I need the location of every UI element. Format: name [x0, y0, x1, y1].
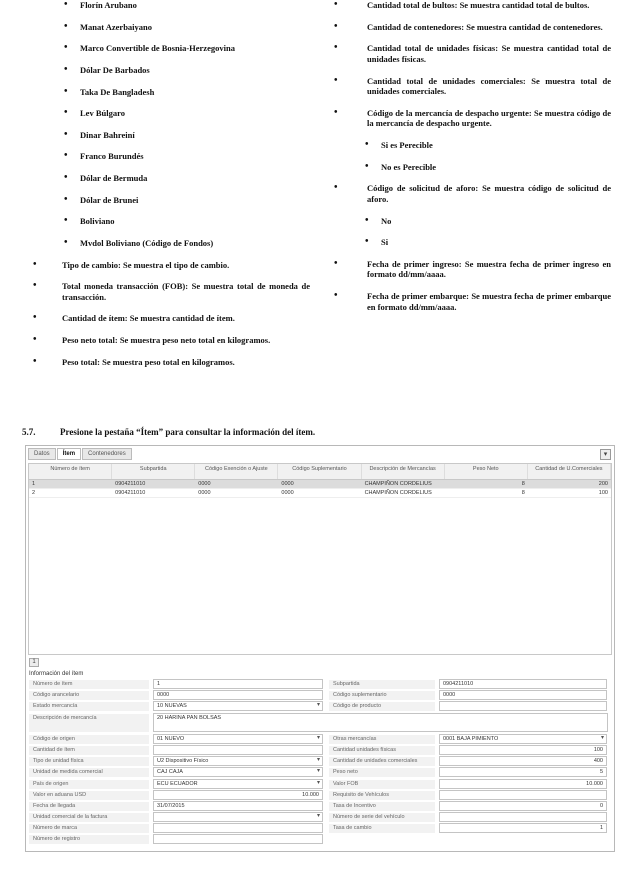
- field-value: 01 NUEVO: [157, 735, 185, 742]
- field-label: Fecha de llegada: [29, 802, 149, 811]
- field-label: Código arancelario: [29, 691, 149, 700]
- right-bullet-mid: [331, 183, 611, 204]
- field-input[interactable]: [153, 767, 323, 777]
- section-text: Presione la pestaña “Ítem” para consultar la información del ítem.: [60, 427, 316, 437]
- list-item: • Cantidad de ítem: Se muestra cantidad de ítem.: [30, 313, 310, 324]
- list-item: • Peso total: Se muestra peso total en kilogramos.: [30, 357, 310, 368]
- field-value: 31/07/2015: [157, 802, 185, 809]
- field-input[interactable]: [153, 834, 323, 844]
- field-label: Número de registro: [29, 835, 149, 844]
- field-input[interactable]: [439, 679, 607, 689]
- field-value: 0904211010: [443, 681, 474, 687]
- field-value: 0001 BAJA PIMIENTO: [443, 735, 499, 742]
- field-input[interactable]: [439, 801, 607, 811]
- list-item: • Dólar de Brunei: [30, 195, 310, 206]
- field-input[interactable]: [153, 779, 323, 789]
- column-header[interactable]: Código Exención o Ajuste: [195, 464, 278, 479]
- item-detail-form: [29, 679, 611, 846]
- field-label: Estado mercancía: [29, 702, 149, 711]
- form-row: [29, 701, 611, 711]
- field-input[interactable]: [153, 679, 323, 689]
- perishable-options: [331, 140, 611, 172]
- right-column: [331, 0, 611, 323]
- expand-icon[interactable]: ▾: [600, 449, 611, 460]
- list-item: • No: [331, 216, 611, 227]
- form-row: [29, 801, 611, 811]
- field-value: 0000: [157, 692, 170, 699]
- field-value: 0000: [443, 692, 456, 699]
- field-label: Tasa de cambio: [329, 824, 435, 833]
- field-input[interactable]: [153, 690, 323, 700]
- list-item: • Peso neto total: Se muestra peso neto total en kilogramos.: [30, 335, 310, 346]
- tab-datos[interactable]: Datos: [28, 448, 56, 460]
- field-value: 10.000: [586, 780, 603, 787]
- field-label: Cantidad de unidades comerciales: [329, 757, 435, 766]
- chevron-down-icon[interactable]: ▾: [316, 757, 320, 764]
- section-number: 5.7.: [22, 427, 36, 437]
- form-row: [29, 690, 611, 700]
- list-item: • Marco Convertible de Bosnia-Herzegovina: [30, 43, 310, 54]
- list-item: • Lev Búlgaro: [30, 108, 310, 119]
- chevron-down-icon[interactable]: ▾: [600, 734, 604, 741]
- list-item: • Taka De Bangladesh: [30, 87, 310, 98]
- table-cell: CHAMPIÑON CORDELIUS: [364, 481, 432, 487]
- list-item: • Boliviano: [30, 216, 310, 227]
- table-row[interactable]: [29, 489, 611, 498]
- field-label: Número de marca: [29, 824, 149, 833]
- table-cell: 0904211010: [115, 490, 146, 496]
- left-column: [30, 0, 310, 378]
- table-cell: 100: [598, 490, 608, 496]
- table-cell: 2: [32, 490, 36, 496]
- field-value: CAJ CAJA: [157, 769, 183, 776]
- list-item: • Tipo de cambio: Se muestra el tipo de cambio.: [30, 260, 310, 271]
- list-item: • Cantidad total de unidades comerciales: Se muestra total de unidades comerciales.: [331, 76, 611, 97]
- list-item: • Dólar De Barbados: [30, 65, 310, 76]
- field-input[interactable]: [439, 790, 607, 800]
- list-item: • Si: [331, 237, 611, 248]
- field-label: Subpartida: [329, 680, 435, 689]
- chevron-down-icon[interactable]: ▾: [316, 702, 320, 709]
- field-input[interactable]: [153, 734, 323, 744]
- list-item: • Mvdol Boliviano (Código de Fondos): [30, 238, 310, 249]
- tab-contenedores[interactable]: Contenedores: [82, 448, 132, 460]
- field-value: 0: [599, 802, 603, 809]
- field-input[interactable]: [439, 701, 607, 711]
- chevron-down-icon[interactable]: ▾: [316, 813, 320, 820]
- list-item: • Cantidad de contenedores: Se muestra cantidad de contenedores.: [331, 22, 611, 33]
- left-bullet-list: [30, 260, 310, 368]
- table-cell: 0000: [281, 481, 294, 487]
- column-header[interactable]: Descripción de Mercancías: [362, 464, 445, 479]
- field-input[interactable]: [153, 756, 323, 766]
- list-item: • Florín Arubano: [30, 0, 310, 11]
- list-item: • Total moneda transacción (FOB): Se muestra total de moneda de transacción.: [30, 281, 310, 302]
- field-label: Unidad de medida comercial: [29, 768, 149, 777]
- field-input[interactable]: [439, 690, 607, 700]
- field-value: 10.000: [302, 791, 319, 798]
- field-value: 100: [593, 746, 603, 753]
- field-label: Código suplementario: [329, 691, 435, 700]
- table-row[interactable]: [29, 480, 611, 489]
- field-label: Cantidad unidades físicas: [329, 746, 435, 755]
- list-item: • Si es Perecible: [331, 140, 611, 151]
- table-cell: 0904211010: [115, 481, 146, 487]
- field-input[interactable]: [153, 790, 323, 800]
- list-item: • Fecha de primer embarque: Se muestra fecha de primer embarque en formato dd/mm/aaaa.: [331, 291, 611, 312]
- list-item: • Dólar de Bermuda: [30, 173, 310, 184]
- form-row: [29, 779, 611, 789]
- column-header[interactable]: Peso Neto: [445, 464, 528, 479]
- field-value: 1: [599, 825, 603, 832]
- field-input[interactable]: [439, 779, 607, 789]
- field-input[interactable]: [439, 812, 607, 822]
- field-label: Descripción de mercancía: [29, 714, 149, 732]
- table-cell: 0000: [198, 490, 211, 496]
- column-header[interactable]: Cantidad de U.Comerciales: [528, 464, 611, 479]
- list-item: • Fecha de primer ingreso: Se muestra fecha de primer ingreso en formato dd/mm/aaaa.: [331, 259, 611, 280]
- list-item: • Cantidad total de bultos: Se muestra cantidad total de bultos.: [331, 0, 611, 11]
- field-input[interactable]: [153, 745, 323, 755]
- section-heading: [22, 427, 315, 438]
- field-label: Tasa de Incentivo: [329, 802, 435, 811]
- table-cell: 0000: [198, 481, 211, 487]
- field-label: Valor FOB: [329, 780, 435, 789]
- chevron-down-icon[interactable]: ▾: [316, 779, 320, 786]
- field-label: Tipo de unidad física: [29, 757, 149, 766]
- bullet-item: • Código de solicitud de aforo: Se muestra código de solicitud de aforo.: [331, 183, 611, 204]
- list-item: • Franco Burundés: [30, 151, 310, 162]
- field-label: Peso neto: [329, 768, 435, 777]
- field-value: 1: [157, 681, 161, 687]
- table-body: [29, 480, 611, 498]
- field-value: 10 NUEVAS: [157, 703, 187, 710]
- currency-list: [30, 0, 310, 249]
- field-label: Número de serie del vehículo: [329, 813, 435, 822]
- right-bullet-list-bottom: [331, 259, 611, 313]
- form-row: [29, 812, 611, 822]
- field-input[interactable]: [153, 812, 323, 822]
- table-header: [29, 464, 611, 480]
- form-row: [29, 767, 611, 777]
- form-row: [29, 745, 611, 755]
- table-cell: 1: [32, 481, 36, 487]
- field-input[interactable]: [153, 801, 323, 811]
- field-label: Código de producto: [329, 702, 435, 711]
- list-item: • Manat Azerbaiyano: [30, 22, 310, 33]
- field-input[interactable]: [439, 767, 607, 777]
- form-row: [29, 823, 611, 833]
- column-header[interactable]: Código Suplementario: [278, 464, 361, 479]
- field-input[interactable]: [439, 745, 607, 755]
- field-value: 20 HARINA PAN BOLSAS: [157, 714, 222, 721]
- field-value: U2 Dispositivo Físico: [157, 758, 209, 765]
- field-label: País de origen: [29, 780, 149, 789]
- field-label: Número de ítem: [29, 680, 149, 689]
- right-bullet-list-top: [331, 0, 611, 129]
- field-input[interactable]: [439, 756, 607, 766]
- list-item: • No es Perecible: [331, 162, 611, 173]
- field-input[interactable]: [439, 823, 607, 833]
- list-item: • Código de la mercancía de despacho urgente: Se muestra código de la mercancía de despacho urgente.: [331, 108, 611, 129]
- field-input[interactable]: [153, 713, 608, 732]
- pager-button[interactable]: 1: [29, 658, 39, 667]
- chevron-down-icon[interactable]: ▾: [316, 768, 320, 775]
- item-screenshot-panel: [25, 445, 615, 852]
- field-label: Unidad comercial de la factura: [29, 813, 149, 822]
- field-value: 400: [593, 758, 603, 765]
- form-row: [29, 734, 611, 744]
- field-value: ECU ECUADOR: [157, 780, 198, 787]
- table-cell: CHAMPIÑON CORDELIUS: [364, 490, 432, 496]
- tab-bar: [28, 448, 133, 460]
- form-row: [29, 679, 611, 689]
- chevron-down-icon[interactable]: ▾: [316, 734, 320, 741]
- form-title: Información del ítem: [29, 671, 84, 677]
- column-header[interactable]: Número de ítem: [29, 464, 112, 479]
- column-header[interactable]: Subpartida: [112, 464, 195, 479]
- field-label: Otras mercancías: [329, 735, 435, 744]
- list-item: • Dinar Bahreiní: [30, 130, 310, 141]
- form-row: [29, 756, 611, 766]
- field-label: Cantidad de ítem: [29, 746, 149, 755]
- table-cell: 200: [598, 481, 608, 487]
- table-cell: 0000: [281, 490, 294, 496]
- form-row: [29, 834, 611, 844]
- field-input[interactable]: [153, 701, 323, 711]
- field-label: Código de origen: [29, 735, 149, 744]
- field-input[interactable]: [153, 823, 323, 833]
- field-label: Valor en aduana USD: [29, 791, 149, 800]
- field-input[interactable]: [439, 734, 607, 744]
- table-cell: 8: [521, 481, 525, 487]
- form-row: [29, 790, 611, 800]
- aforo-options: [331, 216, 611, 248]
- field-value: 5: [599, 769, 603, 776]
- list-item: • Cantidad total de unidades físicas: Se muestra cantidad total de unidades físicas.: [331, 43, 611, 64]
- tab-item[interactable]: Ítem: [57, 448, 81, 460]
- form-row: [29, 713, 611, 733]
- table-cell: 8: [521, 490, 525, 496]
- items-table: [28, 463, 612, 655]
- field-label: Requisito de Vehículos: [329, 791, 435, 800]
